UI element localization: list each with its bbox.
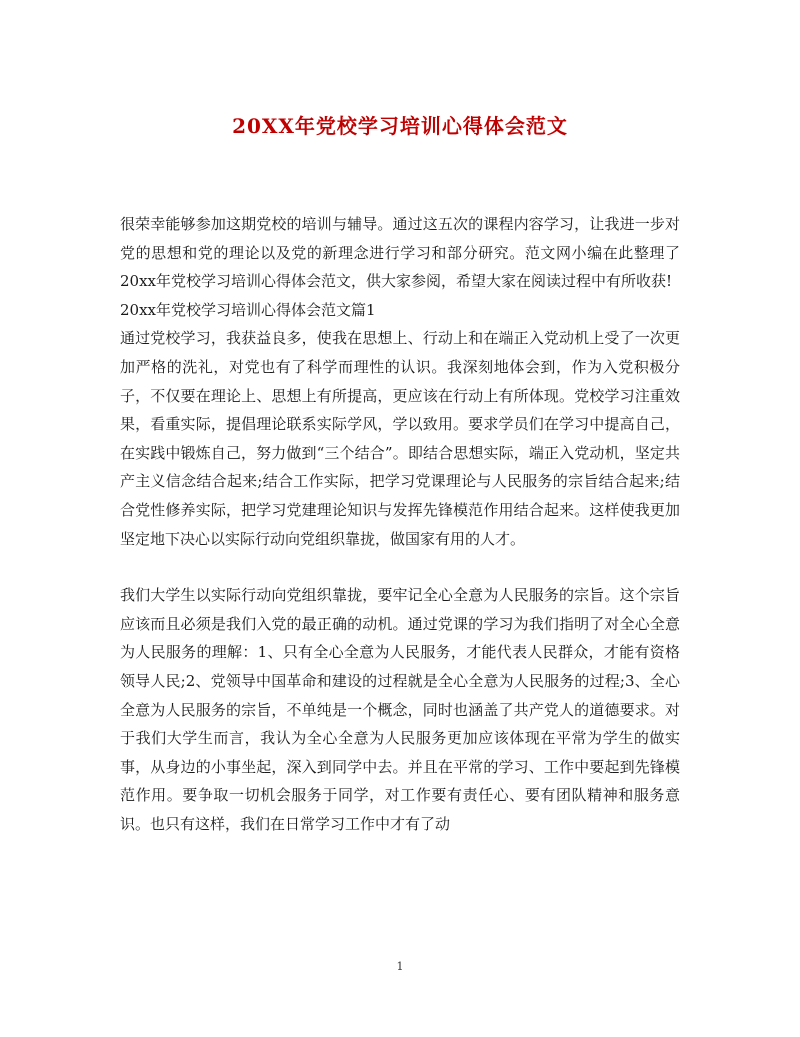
document-body xyxy=(120,210,680,838)
document-title: 20XX年党校学习培训心得体会范文 xyxy=(232,114,568,138)
intro-paragraph: 很荣幸能够参加这期党校的培训与辅导。通过这五次的课程内容学习，让我进一步对党的思想和党的理论以及党的新理念进行学习和部分研究。范文网小编在此整理了20xx年党校学习培训心得体会范文，供大家参阅，希望大家在阅读过程中有所收获! xyxy=(120,215,680,291)
page-number: 1 xyxy=(396,960,404,973)
paragraph-spacer xyxy=(120,553,680,581)
body-paragraph-2: 我们大学生以实际行动向党组织靠拢，要牢记全心全意为人民服务的宗旨。这个宗旨应该而且必须是我们入党的最正确的动机。通过党课的学习为我们指明了对全心全意为人民服务的理解：1、只有全心全意为人民服务，才能代表人民群众，才能有资格领导人民;2、党领导中国革命和建设的过程就是全心全意为人民服务的过程;3、全心全意为人民服务的宗旨，不单纯是一个概念，同时也涵盖了共产党人的道德要求。对于我们大学生而言，我认为全心全意为人民服务更加应该体现在平常为学生的做实事，从身边的小事坐起，深入到同学中去。并且在平常的学习、工作中要起到先锋模范作用。要争取一切机会服务于同学，对工作要有责任心、要有团队精神和服务意识。也只有这样，我们在日常学习工作中才有了动 xyxy=(120,586,680,833)
body-paragraph-1: 通过党校学习，我获益良多，使我在思想上、行动上和在端正入党动机上受了一次更加严格的洗礼，对党也有了科学而理性的认识。我深刻地体会到，作为入党积极分子，不仅要在理论上、思想上有所提高，更应该在行动上有所体现。党校学习注重效果，看重实际，提倡理论联系实际学风，学以致用。要求学员们在学习中提高自己，在实践中锻炼自己，努力做到“三个结合”。即结合思想实际，端正入党动机，坚定共产主义信念结合起来;结合工作实际，把学习党课理论与人民服务的宗旨结合起来;结合党性修养实际，把学习党建理论知识与发挥先锋模范作用结合起来。这样使我更加坚定地下决心以实际行动向党组织靠拢，做国家有用的人才。 xyxy=(120,329,680,548)
section-heading: 20xx年党校学习培训心得体会范文篇1 xyxy=(120,300,376,319)
